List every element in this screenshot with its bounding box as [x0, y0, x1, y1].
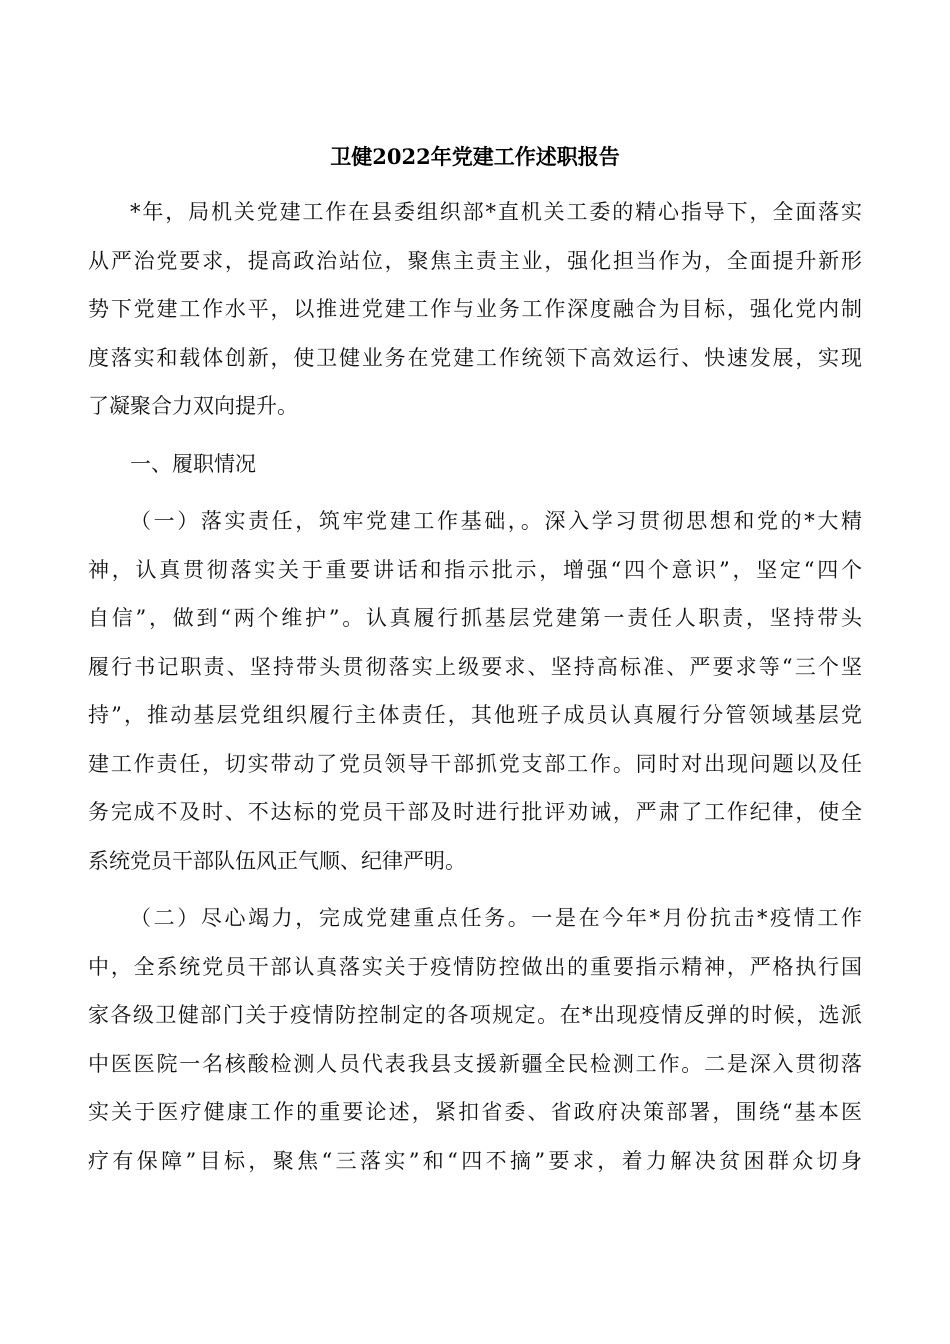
paragraph-line: 持”，推动基层党组织履行主体责任，其他班子成员认真履行分管领域基层党 [88, 703, 862, 727]
paragraph-line: *年，局机关党建工作在县委组织部*直机关工委的精心指导下，全面落实 [130, 200, 862, 224]
paragraph-line: （一）落实责任，筑牢党建工作基础，。深入学习贯彻思想和党的*大精 [130, 509, 862, 533]
paragraph-line: 神，认真贯彻落实关于重要讲话和指示批示，增强“四个意识”，坚定“四个 [88, 557, 862, 582]
paragraph-responsibility [88, 497, 862, 885]
paragraph-line: 系统党员干部队伍风正气顺、纪律严明。 [88, 848, 466, 873]
paragraph-line: 实关于医疗健康工作的重要论述，紧扣省委、省政府决策部署，围绕“基本医 [88, 1100, 862, 1124]
paragraph-line: 从严治党要求，提高政治站位，聚焦主责主业，强化担当作为，全面提升新形 [88, 248, 862, 273]
section-heading: 一、履职情况 [130, 451, 256, 476]
paragraph-line: 中，全系统党员干部认真落实关于疫情防控做出的重要指示精神，严格执行国 [88, 954, 862, 979]
paragraph-line: 疗有保障”目标，聚焦“三落实”和“四不摘”要求，着力解决贫困群众切身 [88, 1148, 862, 1173]
paragraph-line: 自信”，做到“两个维护”。认真履行抓基层党建第一责任人职责，坚持带头 [88, 606, 862, 630]
paragraph-line: （二）尽心竭力，完成党建重点任务。一是在今年*月份抗击*疫情工作 [130, 906, 862, 930]
paragraph-line: 势下党建工作水平，以推进党建工作与业务工作深度融合为目标，强化党内制 [88, 297, 862, 321]
paragraph-line: 度落实和载体创新，使卫健业务在党建工作统领下高效运行、快速发展，实现 [88, 345, 862, 370]
document-title: 卫健2022年党建工作述职报告 [330, 144, 620, 169]
paragraph-line: 履行书记职责、坚持带头贯彻落实上级要求、坚持高标准、严要求等“三个坚 [88, 654, 862, 679]
paragraph-key-tasks [88, 894, 862, 1185]
paragraph-intro [88, 188, 862, 431]
paragraph-line: 家各级卫健部门关于疫情防控制定的各项规定。在*出现疫情反弹的时候，选派 [88, 1003, 862, 1027]
section-heading-block [88, 440, 862, 489]
paragraph-line: 务完成不及时、不达标的党员干部及时进行批评劝诫，严肃了工作纪律，使全 [88, 800, 862, 824]
paragraph-line: 了凝聚合力双向提升。 [88, 394, 298, 418]
paragraph-line: 中医医院一名核酸检测人员代表我县支援新疆全民检测工作。二是深入贯彻落 [88, 1051, 862, 1076]
paragraph-line: 建工作责任，切实带动了党员领导干部抓党支部工作。同时对出现问题以及任 [88, 751, 862, 776]
document-body [88, 188, 862, 1194]
